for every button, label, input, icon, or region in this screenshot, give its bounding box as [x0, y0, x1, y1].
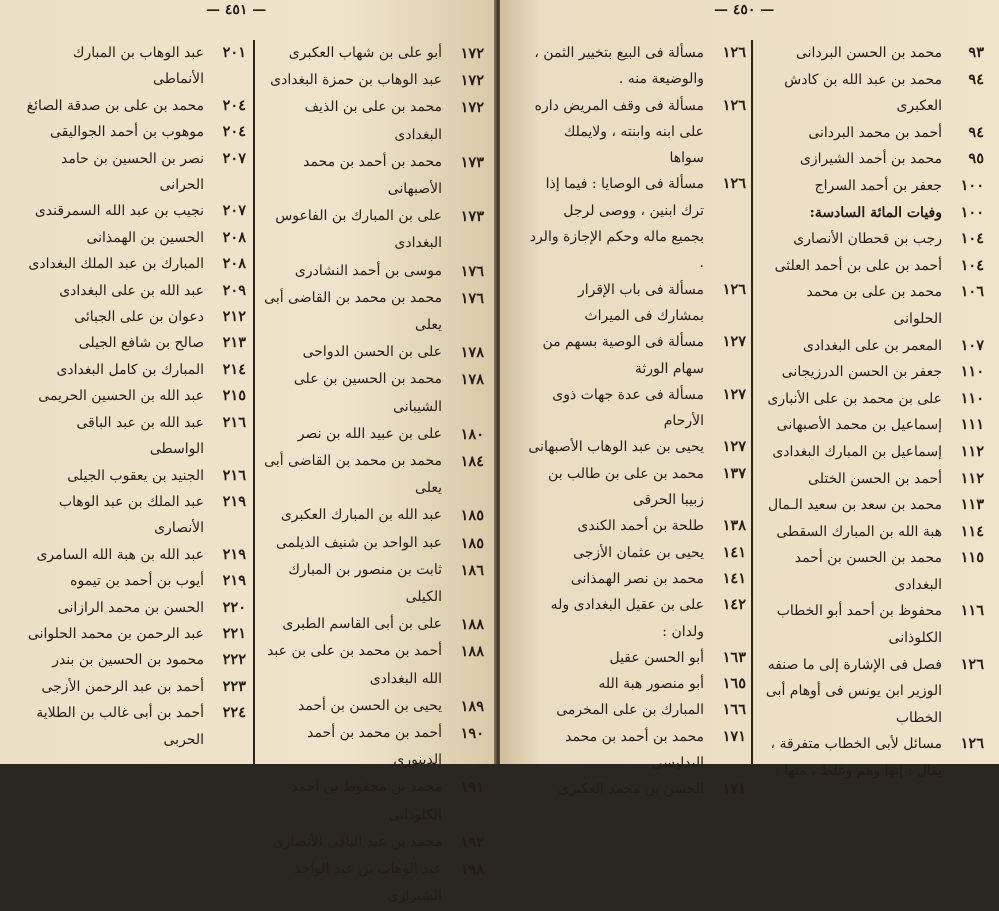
- entry-name: مسألة فى باب الإقرار بمشارك فى الميراث: [577, 281, 704, 324]
- page-ref-number: ١١٥: [960, 549, 984, 567]
- page-ref-number: ١٧٨: [460, 371, 484, 389]
- page-ref-number: ١١١: [960, 416, 984, 434]
- index-entry: [762, 598, 984, 651]
- entry-name: محمد بن الحسن بن أحمد البغدادى: [794, 550, 942, 593]
- entry-name: أحمد بن على بن أحمد العلثى: [774, 257, 942, 274]
- page-ref-number: ١٢٦: [722, 280, 746, 298]
- index-entry: [22, 410, 246, 463]
- entry-name: عبد الله بن المبارك العكبرى: [280, 507, 442, 524]
- index-entry: [22, 119, 246, 145]
- entry-name: أيوب بن أحمد بن تيموه: [70, 573, 204, 590]
- entry-name: أبو على بن شهاب العكبرى: [288, 45, 442, 61]
- page-ref-number: ١١٤: [960, 522, 984, 540]
- index-entry: [22, 595, 246, 621]
- entry-name: أحمد بن محمد بن أحمد الدينورى: [307, 725, 442, 769]
- page-ref-number: ١١٣: [960, 496, 984, 514]
- page-ref-number: ٢٠٤: [222, 96, 246, 114]
- page-ref-number: ١٠٤: [960, 256, 984, 274]
- index-entry: [22, 278, 246, 304]
- entry-name: أحمد بن عبد الرحمن الأزجى: [41, 678, 204, 695]
- index-entry: [762, 492, 984, 519]
- entry-name: موهوب بن أحمد الجواليقى: [50, 124, 204, 141]
- entry-name: محمد بن على بن الذيف البغدادى: [304, 99, 442, 143]
- entry-name: محمد بن نصر الهمذانى: [570, 570, 704, 587]
- page-ref-number: ٢٢٤: [222, 704, 246, 722]
- page-ref-number: ٢١٤: [222, 360, 246, 378]
- index-entry: [262, 611, 484, 638]
- entry-name: على بن عقيل البغدادى وله ولدان :: [550, 597, 704, 640]
- page-ref-number: ١١٦: [960, 602, 984, 620]
- page-ref-number: ١١٠: [960, 363, 984, 381]
- entry-name: عبد الله بن هبة الله السامرى: [36, 546, 204, 563]
- index-entry: [22, 647, 246, 673]
- page-ref-number: ٩٤: [968, 123, 984, 141]
- index-entry: [528, 697, 746, 723]
- index-entry: [528, 382, 746, 435]
- index-entry: [762, 67, 984, 120]
- index-entry: [528, 40, 746, 93]
- index-entry: [22, 621, 246, 647]
- entry-name: عبد الرحمن بن محمد الحلوانى: [27, 625, 204, 642]
- page-ref-number: ١١٢: [960, 442, 984, 460]
- page-ref-number: ١٧٣: [460, 208, 484, 226]
- entry-name: على بن أبى القاسم الطبرى: [282, 616, 442, 633]
- entry-name: محمود بن الحسين بن بندر: [52, 652, 204, 669]
- index-entry: [262, 502, 484, 529]
- entry-name: هبة الله بن المبارك السقطى: [776, 523, 942, 540]
- index-entry: [762, 652, 984, 732]
- page-ref-number: ١٢٧: [722, 438, 746, 456]
- index-entry: [22, 225, 246, 251]
- index-entry: [762, 173, 984, 200]
- index-entry: [262, 94, 484, 148]
- entry-name: رجب بن قحطان الأنصارى: [793, 231, 942, 248]
- index-entry: [528, 93, 746, 172]
- entry-name: أحمد بن محمد بن على بن عبد الله البغدادى: [267, 643, 442, 687]
- page-ref-number: ١٨٥: [460, 507, 484, 525]
- page-ref-number: ١٢٦: [722, 175, 746, 193]
- index-entry: [262, 149, 484, 203]
- entry-name: أبو منصور هبة الله: [598, 676, 704, 693]
- entry-name: يحيى بن الحسن بن أحمد: [297, 697, 442, 714]
- entry-name: مسألة فى وقف المريض داره على ابنه وابنته ، ولايملك سواها: [534, 97, 704, 167]
- right-page: [500, 0, 999, 798]
- entry-name: عبد الله بن على البغدادى: [59, 282, 204, 299]
- page-ref-number: ١٤٢: [722, 596, 746, 614]
- page-ref-number: ٢٠١: [222, 44, 246, 61]
- page-ref-number: ١٠٠: [960, 176, 984, 194]
- page-ref-number: ٢١٥: [222, 387, 246, 405]
- index-entry: [262, 366, 484, 420]
- page-ref-number: ١٦٣: [722, 648, 746, 666]
- index-entry: [528, 513, 746, 539]
- index-entry: [528, 566, 746, 592]
- entry-name: دعوان بن على الجبائى: [74, 309, 204, 326]
- page-ref-number: ١٧٢: [460, 72, 484, 90]
- page-ref-number: ١٢٧: [722, 385, 746, 403]
- entry-name: محمد بن محمد بن القاضى أبى يعلى: [264, 453, 442, 497]
- index-entry: [262, 693, 484, 720]
- index-entry: [22, 463, 246, 489]
- index-entry: [22, 304, 246, 330]
- index-column: [22, 40, 246, 753]
- index-entry: [22, 674, 246, 700]
- page-ref-number: ١٨٨: [460, 643, 484, 661]
- page-ref-number: ١٠٠: [960, 203, 984, 221]
- page-ref-number: ١٧٦: [460, 262, 484, 280]
- index-entry: [262, 856, 484, 910]
- entry-name: محمد بن على بن محمد الحلوانى: [806, 284, 942, 327]
- section-heading: وفيات المائة السادسة:: [809, 204, 942, 221]
- index-entry: [262, 638, 484, 692]
- index-entry: [528, 171, 746, 276]
- entry-name: محمد بن أحمد بن محمد الأصبهانى: [303, 153, 442, 198]
- index-entry: [528, 540, 746, 566]
- index-entry: [762, 359, 984, 386]
- index-entry: [262, 258, 484, 285]
- index-entry: [528, 724, 746, 777]
- index-column: [762, 40, 984, 785]
- page-ref-number: ١٠٤: [960, 230, 984, 248]
- page-ref-number: ١٨٨: [460, 616, 484, 634]
- index-entry: [528, 776, 746, 802]
- page-ref-number: ١٦٦: [722, 701, 746, 719]
- page-ref-number: ٢١٦: [222, 466, 246, 484]
- entry-name: المبارك بن عبد الملك البغدادى: [28, 256, 204, 273]
- index-entry: [262, 720, 484, 774]
- index-entry: [762, 120, 984, 147]
- entry-name: على بن عبيد الله بن نصر: [297, 425, 442, 442]
- entry-name: مسألة فى عدة جهات ذوى الأرحام: [552, 386, 704, 430]
- index-entry: [762, 545, 984, 598]
- index-entry: [528, 434, 746, 460]
- index-entry: [262, 530, 484, 557]
- page-ref-number: ١٧٢: [460, 99, 484, 117]
- index-entry: [262, 557, 484, 611]
- page-ref-number: ٢٢٠: [222, 598, 246, 616]
- page-ref-number: ٢٠٤: [222, 123, 246, 141]
- page-ref-number: ٢١٢: [222, 308, 246, 326]
- index-entry: [22, 542, 246, 568]
- page-ref-number: ٢٠٧: [222, 202, 246, 220]
- page-ref-number: ٩٤: [968, 70, 984, 88]
- index-entry: [22, 93, 246, 119]
- index-entry: [762, 226, 984, 253]
- entry-name: محمد بن عبد الله بن كادش العكبرى: [784, 71, 942, 115]
- entry-name: نجيب بن عبد الله السمرقندى: [34, 203, 204, 220]
- page-ref-number: ١١٢: [960, 469, 984, 487]
- entry-name: محمد بن عبد الباقى الأنصارى: [272, 833, 442, 850]
- entry-name: أحمد بن محمد البردانى: [808, 124, 942, 141]
- index-entry: [262, 67, 484, 94]
- page-ref-number: ١٠٧: [960, 336, 984, 354]
- index-entry: [762, 200, 984, 227]
- entry-name: فصل فى الإشارة إلى ما صنفه الوزير ابن يونس فى أوهام أبى الخطاب: [765, 656, 942, 726]
- page-number: — ٤٥١ —: [206, 2, 267, 18]
- page-ref-number: ١٢٦: [722, 44, 746, 61]
- entry-name: الحسن بن محمد العكبرى: [558, 781, 704, 798]
- entry-name: محمد بن الحسين بن على الشيبانى: [293, 371, 442, 415]
- index-entry: [762, 333, 984, 360]
- index-entry: [528, 645, 746, 671]
- entry-name: على بن الحسن الدواحى: [302, 344, 442, 361]
- page-ref-number: ١٨٠: [460, 425, 484, 443]
- index-entry: [262, 829, 484, 856]
- index-entry: [528, 461, 746, 514]
- index-entry: [762, 40, 984, 67]
- page-ref-number: ٢٢٣: [222, 677, 246, 695]
- entry-name: جعفر بن أحمد السراج: [814, 177, 942, 194]
- index-entry: [22, 383, 246, 409]
- index-entry: [22, 40, 246, 93]
- entry-name: يحيى بن عبد الوهاب الأصبهانى: [528, 439, 704, 456]
- page-ref-number: ١١٠: [960, 389, 984, 407]
- page-ref-number: ١٩٠: [460, 725, 484, 743]
- entry-name: طلحة بن أحمد الكندى: [577, 518, 704, 535]
- entry-name: عبد الله بن عبد الباقى الواسطى: [76, 414, 204, 458]
- index-entry: [762, 466, 984, 493]
- entry-name: المبارك بن كامل البغدادى: [56, 361, 204, 378]
- index-entry: [262, 774, 484, 828]
- index-entry: [22, 357, 246, 383]
- entry-name: محمد بن الحسن البردانى: [795, 45, 942, 61]
- entry-name: المبارك بن على المخرمى: [556, 702, 704, 719]
- entry-name: محمد بن سعد بن سعيد الـمال: [767, 497, 942, 514]
- entry-name: محمد بن محفوظ بن أحمد الكلوذانى: [291, 779, 442, 823]
- entry-name: مسألة فى الوصية بسهم من سهام الورثة: [542, 334, 704, 377]
- index-entry: [262, 203, 484, 257]
- index-entry: [262, 40, 484, 67]
- entry-name: يحيى بن عثمان الأزجى: [573, 544, 704, 561]
- entry-name: أبو الحسن عقيل: [609, 649, 704, 666]
- page-ref-number: ١٨٤: [460, 453, 484, 471]
- entry-name: على بن محمد بن على الأنبارى: [767, 390, 942, 407]
- page-ref-number: ١٤١: [722, 569, 746, 587]
- index-entry: [528, 592, 746, 645]
- index-entry: [22, 700, 246, 753]
- page-ref-number: ١٧٣: [460, 153, 484, 171]
- entry-name: محمد بن على بن طالب بن زبيبا الحرقى: [548, 465, 704, 509]
- index-entry: [22, 489, 246, 542]
- index-entry: [762, 731, 984, 784]
- entry-name: عبد الملك بن عبد الوهاب الأنصارى: [58, 493, 204, 537]
- entry-name: الحسن بن محمد الرازانى: [57, 599, 204, 616]
- index-entry: [262, 285, 484, 339]
- index-entry: [762, 146, 984, 173]
- page-ref-number: ١٧٨: [460, 344, 484, 362]
- page-ref-number: ١٨٦: [460, 561, 484, 579]
- index-entry: [22, 568, 246, 594]
- entry-name: محمد بن محمد بن القاضى أبى يعلى: [264, 289, 442, 334]
- index-entry: [22, 330, 246, 356]
- page-ref-number: ١٧٦: [460, 289, 484, 307]
- index-entry: [262, 448, 484, 502]
- page-ref-number: ٢٠٨: [222, 228, 246, 246]
- entry-name: عبد الله بن الحسين الحريمى: [38, 388, 204, 405]
- entry-name: إسماعيل بن محمد الأصبهانى: [776, 417, 942, 434]
- index-entry: [528, 329, 746, 382]
- page-ref-number: ٢٢١: [222, 624, 246, 642]
- index-entry: [22, 198, 246, 224]
- entry-name: أحمد بن أبى غالب بن الطلاية الحربى: [36, 705, 204, 748]
- page-ref-number: ١٩٨: [460, 861, 484, 879]
- index-entry: [762, 253, 984, 280]
- page-ref-number: ٢١٣: [222, 334, 246, 352]
- index-entry: [22, 146, 246, 199]
- index-entry: [762, 439, 984, 466]
- page-ref-number: ١٣٨: [722, 517, 746, 535]
- page-ref-number: ٢٢٢: [222, 651, 246, 669]
- page-ref-number: ١٦٥: [722, 675, 746, 693]
- index-entry: [528, 671, 746, 697]
- entry-name: الحسين بن الهمذانى: [86, 229, 204, 246]
- entry-name: على بن المبارك بن الفاعوس البغدادى: [275, 208, 442, 252]
- page-ref-number: ٩٥: [968, 150, 984, 168]
- page-ref-number: ١٢٦: [960, 735, 984, 753]
- entry-name: موسى بن أحمد النشادرى: [294, 262, 442, 279]
- column-divider: [253, 40, 255, 764]
- entry-name: محمد بن أحمد بن محمد البدليسى: [565, 728, 704, 772]
- page-number: — ٤٥٠ —: [714, 2, 775, 18]
- column-divider: [751, 40, 753, 764]
- index-entry: [528, 277, 746, 330]
- page-ref-number: ١٢٧: [722, 333, 746, 351]
- entry-name: عبد الوهاب بن المبارك الأنماطى: [72, 45, 204, 88]
- index-column: [262, 40, 484, 911]
- entry-name: عبد الوهاب بن حمزة البغدادى: [270, 72, 442, 89]
- page-ref-number: ١٢٦: [960, 655, 984, 673]
- page-ref-number: ١٩١: [460, 779, 484, 797]
- entry-name: نصر بن الحسين بن حامد الحرانى: [60, 150, 204, 194]
- entry-name: محمد بن على بن صدقة الصائغ: [26, 97, 204, 114]
- entry-name: الجنيد بن يعقوب الجيلى: [67, 467, 204, 484]
- page-ref-number: ١٧٢: [460, 45, 484, 62]
- page-ref-number: ٢٠٨: [222, 255, 246, 273]
- page-ref-number: ٢١٩: [222, 572, 246, 590]
- page-ref-number: ٢١٦: [222, 413, 246, 431]
- entry-name: مسائل لأبى الخطاب متفرقة ، يقال : إنها وهم وغلط ، منها :: [770, 736, 942, 780]
- page-ref-number: ١٧١: [722, 780, 746, 798]
- page-ref-number: ١٤١: [722, 543, 746, 561]
- index-entry: [22, 251, 246, 277]
- entry-name: أحمد بن الحسن الختلى: [808, 470, 942, 487]
- entry-name: محفوظ بن أحمد أبو الخطاب الكلوذانى: [776, 603, 942, 647]
- page-ref-number: ٢٠٧: [222, 149, 246, 167]
- page-ref-number: ١٨٥: [460, 534, 484, 552]
- entry-name: عبد الوهاب بن عبد الواحد الشيرازى: [294, 861, 442, 905]
- entry-name: جعفر بن الحسن الدرزيجانى: [781, 364, 942, 381]
- entry-name: مسألة فى الوصايا : فيما إذا ترك ابنين ، ووصى لرجل بجميع ماله وحكم الإجازة والرد .: [529, 176, 704, 272]
- left-page: [0, 0, 496, 905]
- page-ref-number: ١٨٩: [460, 697, 484, 715]
- page-ref-number: ٩٣: [968, 44, 984, 61]
- index-entry: [762, 279, 984, 332]
- index-entry: [262, 421, 484, 448]
- page-ref-number: ٢١٩: [222, 545, 246, 563]
- index-entry: [762, 412, 984, 439]
- entry-name: صالح بن شافع الجيلى: [78, 335, 204, 352]
- entry-name: عبد الواحد بن شنيف الديلمى: [275, 534, 442, 551]
- entry-name: ثابت بن منصور بن المبارك الكيلى: [288, 561, 442, 606]
- page-ref-number: ١٧١: [722, 727, 746, 745]
- page-ref-number: ١٣٧: [722, 464, 746, 482]
- page-ref-number: ١٩٢: [460, 833, 484, 851]
- page-ref-number: ١٢٦: [722, 96, 746, 114]
- index-column: [528, 40, 746, 803]
- index-entry: [762, 519, 984, 546]
- entry-name: المعمر بن على البغدادى: [803, 337, 942, 354]
- page-ref-number: ١٠٦: [960, 283, 984, 301]
- entry-name: إسماعيل بن المبارك البغدادى: [772, 443, 942, 460]
- index-entry: [262, 339, 484, 366]
- entry-name: مسألة فى البيع بتخيير الثمن ، والوضيعة منه .: [534, 45, 704, 88]
- page-ref-number: ٢٠٩: [222, 281, 246, 299]
- entry-name: محمد بن أحمد الشيرازى: [799, 151, 942, 168]
- index-entry: [762, 386, 984, 413]
- page-ref-number: ٢١٩: [222, 492, 246, 510]
